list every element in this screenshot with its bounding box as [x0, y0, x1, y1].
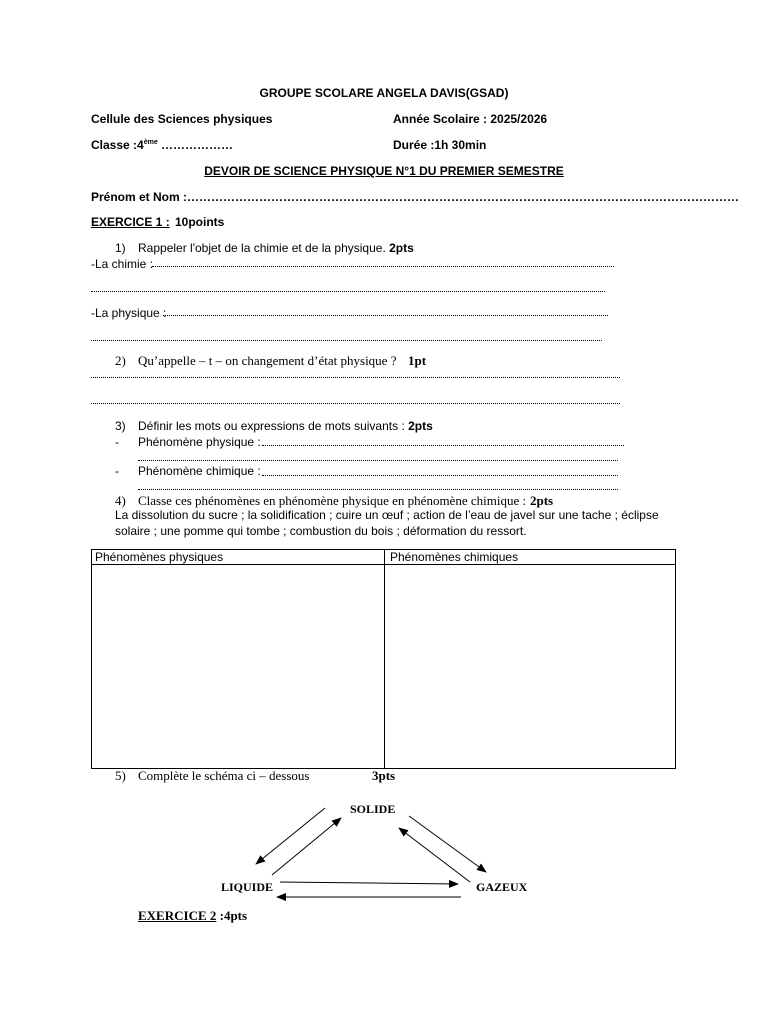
page-title: DEVOIR DE SCIENCE PHYSIQUE N°1 DU PREMIER SEMESTRE [204, 164, 564, 178]
exercise1-title: EXERCICE 1 : [91, 215, 170, 229]
q2-text: Qu’appelle – t – on changement d’état physique ? [138, 353, 397, 368]
q1-number: 1) [115, 241, 126, 255]
q3-item-physical: Phénomène physique : [138, 435, 261, 449]
table-header-physical: Phénomènes physiques [95, 550, 224, 564]
bullet-dash: - [115, 435, 119, 449]
q4-text: Classe ces phénomènes en phénomène physique en phénomène chimique : [138, 493, 527, 508]
q1-points: 2pts [389, 241, 414, 255]
state-gas: GAZEUX [476, 880, 528, 894]
department: Cellule des Sciences physiques [91, 112, 273, 126]
q4-number: 4) [115, 493, 126, 508]
q3-points: 2pts [408, 419, 433, 433]
exercise2-title: EXERCICE 2 [138, 908, 217, 923]
q5-number: 5) [115, 768, 126, 783]
q4-list-line1: La dissolution du sucre ; la solidification ; cuire un œuf ; action de l’eau de javel sur une tache ; éclipse [115, 508, 659, 522]
q3-number: 3) [115, 419, 126, 433]
physique-label: -La physique : [91, 306, 167, 320]
school-year: Année Scolaire : 2025/2026 [393, 112, 548, 126]
q5-points: 3pts [372, 768, 396, 783]
q1-text: Rappeler l'objet de la chimie et de la physique. [138, 241, 386, 255]
q2-points: 1pt [408, 353, 427, 368]
arrow-gas-to-solid [399, 828, 470, 882]
school-name: GROUPE SCOLARE ANGELA DAVIS(GSAD) [259, 86, 509, 100]
duration: Durée :1h 30min [393, 138, 487, 152]
q5-text: Complète le schéma ci – dessous [138, 768, 310, 783]
chimie-label: -La chimie : [91, 257, 154, 271]
arrow-liquid-to-solid [272, 818, 341, 875]
class-prefix: Classe :4 [91, 138, 144, 152]
table-header-chemical: Phénomènes chimiques [390, 550, 519, 564]
exercise2-heading [138, 908, 247, 924]
q4-points: 2pts [530, 493, 554, 508]
q3-text: Définir les mots ou expressions de mots suivants : [138, 419, 405, 433]
q4-list-line2: solaire ; une pomme qui tombe ; combustion du bois ; déformation du ressort. [115, 524, 527, 538]
exercise1-points: 10points [175, 215, 225, 229]
name-line: Prénom et Nom :………………………………………………………………………………………………………………………… [91, 190, 740, 204]
class-superscript: ème [143, 139, 158, 146]
state-solid: SOLIDE [350, 802, 396, 816]
class-dots: ……………… [157, 138, 234, 152]
arrow-solid-to-liquid [256, 808, 325, 864]
arrow-liquid-to-gas [280, 882, 458, 884]
q2-number: 2) [115, 353, 126, 368]
exercise2-points: :4pts [219, 908, 248, 923]
q3-item-chemical: Phénomène chimique : [138, 464, 261, 478]
state-liquid: LIQUIDE [221, 880, 274, 894]
bullet-dash: - [115, 464, 119, 478]
